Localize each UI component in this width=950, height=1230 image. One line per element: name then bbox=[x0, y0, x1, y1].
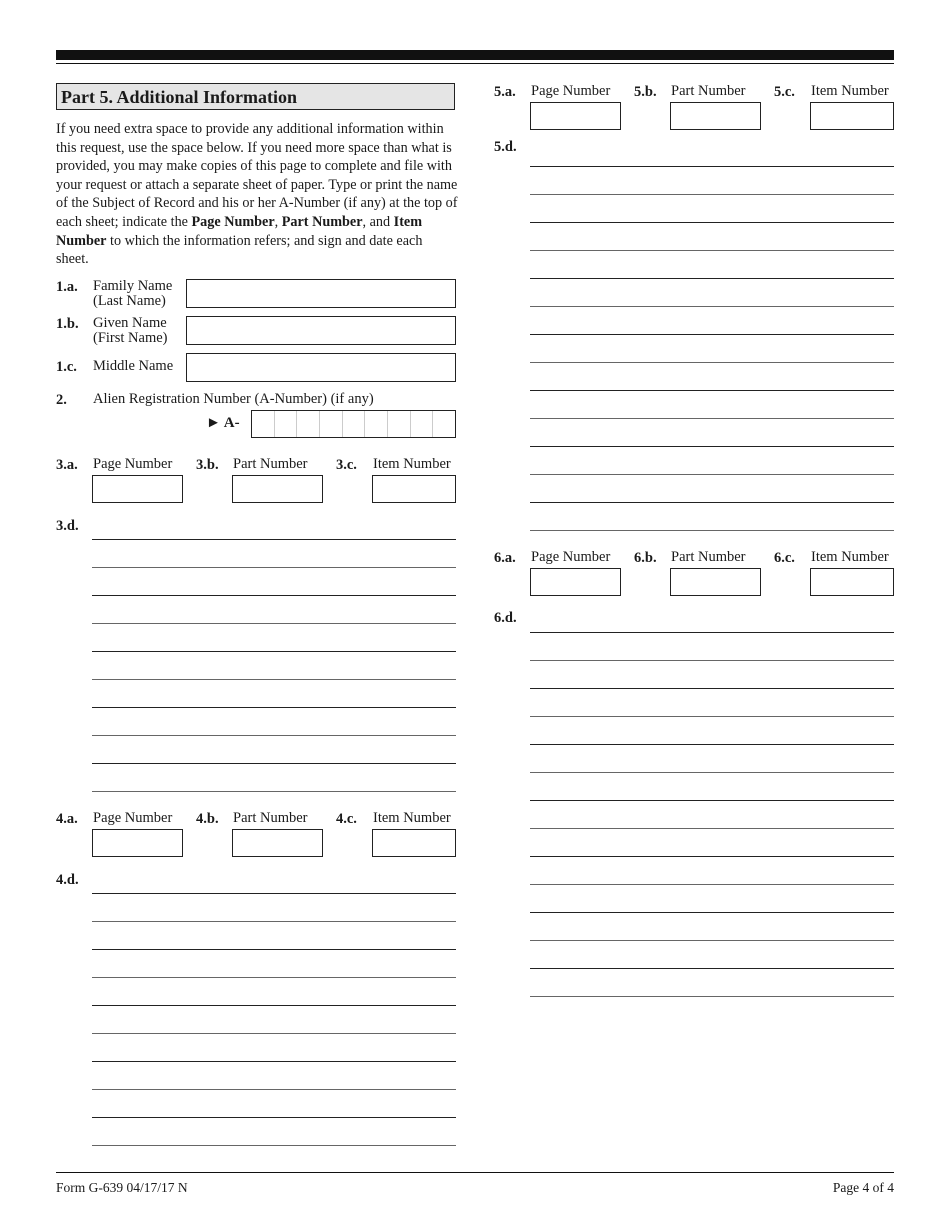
writing-line bbox=[92, 1061, 456, 1062]
part-number-label: Part Number bbox=[233, 810, 308, 826]
item-number-6b: 6.b. bbox=[634, 550, 657, 566]
footer-rule bbox=[56, 1172, 894, 1173]
writing-line bbox=[92, 567, 456, 568]
writing-line bbox=[530, 688, 894, 689]
writing-line bbox=[530, 418, 894, 419]
a-number-prefix: ► A- bbox=[206, 415, 240, 431]
writing-line bbox=[92, 651, 456, 652]
writing-line bbox=[530, 502, 894, 503]
a-number-digit bbox=[411, 411, 434, 437]
page-indicator: Page 4 of 4 bbox=[832, 1180, 894, 1195]
writing-line bbox=[530, 660, 894, 661]
part-number-label: Part Number bbox=[671, 83, 746, 99]
writing-line bbox=[530, 250, 894, 251]
a-number-digit bbox=[433, 411, 455, 437]
lines-area-3d[interactable] bbox=[92, 539, 456, 799]
writing-line bbox=[92, 595, 456, 596]
writing-line bbox=[530, 166, 894, 167]
item-number-1a: 1.a. bbox=[56, 279, 78, 295]
writing-line bbox=[92, 707, 456, 708]
part-number-input-5b[interactable] bbox=[670, 102, 761, 130]
item-number-input-3c[interactable] bbox=[372, 475, 456, 503]
part-number-label: Part Number bbox=[671, 549, 746, 565]
item-number-4c: 4.c. bbox=[336, 811, 357, 827]
writing-line bbox=[530, 968, 894, 969]
writing-line bbox=[92, 977, 456, 978]
writing-line bbox=[92, 1033, 456, 1034]
item-number-6a: 6.a. bbox=[494, 550, 516, 566]
writing-line bbox=[92, 679, 456, 680]
item-number-label: Item Number bbox=[811, 549, 889, 565]
writing-line bbox=[530, 996, 894, 997]
page-number-label: Page Number bbox=[531, 549, 611, 565]
a-number-digit bbox=[343, 411, 366, 437]
writing-line bbox=[530, 884, 894, 885]
part-number-input-6b[interactable] bbox=[670, 568, 761, 596]
item-number-input-5c[interactable] bbox=[810, 102, 894, 130]
item-number-5d: 5.d. bbox=[494, 139, 517, 155]
writing-line bbox=[530, 530, 894, 531]
item-number-input-6c[interactable] bbox=[810, 568, 894, 596]
writing-line bbox=[530, 856, 894, 857]
item-number-3c: 3.c. bbox=[336, 457, 357, 473]
middle-name-label: Middle Name bbox=[93, 358, 174, 374]
writing-line bbox=[530, 828, 894, 829]
part-number-input-3b[interactable] bbox=[232, 475, 323, 503]
item-number-4a: 4.a. bbox=[56, 811, 78, 827]
page-number-label: Page Number bbox=[93, 810, 173, 826]
item-number-label: Item Number bbox=[373, 456, 451, 472]
writing-line bbox=[530, 800, 894, 801]
given-name-label: Given Name (First Name) bbox=[93, 315, 168, 346]
form-id: Form G-639 04/17/17 N bbox=[56, 1180, 188, 1195]
a-number-digit bbox=[320, 411, 343, 437]
writing-line bbox=[530, 772, 894, 773]
writing-line bbox=[530, 390, 894, 391]
writing-line bbox=[530, 334, 894, 335]
middle-name-input[interactable] bbox=[186, 353, 456, 382]
item-number-3d: 3.d. bbox=[56, 518, 79, 534]
a-number-label: Alien Registration Number (A-Number) (if any) bbox=[93, 391, 374, 407]
item-number-5b: 5.b. bbox=[634, 84, 657, 100]
part-5-header: Part 5. Additional Information bbox=[56, 83, 455, 110]
writing-line bbox=[530, 744, 894, 745]
writing-line bbox=[530, 362, 894, 363]
writing-line bbox=[92, 921, 456, 922]
part-number-input-4b[interactable] bbox=[232, 829, 323, 857]
page-number-label: Page Number bbox=[93, 456, 173, 472]
writing-line bbox=[530, 446, 894, 447]
writing-line bbox=[92, 539, 456, 540]
writing-line bbox=[92, 763, 456, 764]
lines-area-6d[interactable] bbox=[530, 632, 894, 1002]
item-number-6c: 6.c. bbox=[774, 550, 795, 566]
page-number-input-5a[interactable] bbox=[530, 102, 621, 130]
writing-line bbox=[92, 949, 456, 950]
item-number-5a: 5.a. bbox=[494, 84, 516, 100]
item-number-label: Item Number bbox=[373, 810, 451, 826]
a-number-digit bbox=[297, 411, 320, 437]
writing-line bbox=[92, 735, 456, 736]
page-number-input-6a[interactable] bbox=[530, 568, 621, 596]
writing-line bbox=[530, 632, 894, 633]
writing-line bbox=[530, 912, 894, 913]
item-number-4b: 4.b. bbox=[196, 811, 219, 827]
writing-line bbox=[530, 940, 894, 941]
given-name-input[interactable] bbox=[186, 316, 456, 345]
writing-line bbox=[92, 623, 456, 624]
a-number-input[interactable] bbox=[251, 410, 456, 438]
page-number-label: Page Number bbox=[531, 83, 611, 99]
item-number-3a: 3.a. bbox=[56, 457, 78, 473]
item-number-input-4c[interactable] bbox=[372, 829, 456, 857]
top-rule-thick bbox=[56, 50, 894, 60]
writing-line bbox=[92, 1005, 456, 1006]
writing-line bbox=[530, 474, 894, 475]
writing-line bbox=[530, 278, 894, 279]
a-number-digit bbox=[388, 411, 411, 437]
family-name-input[interactable] bbox=[186, 279, 456, 308]
writing-line bbox=[530, 194, 894, 195]
item-number-6d: 6.d. bbox=[494, 610, 517, 626]
lines-area-5d[interactable] bbox=[530, 166, 894, 536]
item-number-1c: 1.c. bbox=[56, 359, 77, 375]
writing-line bbox=[530, 222, 894, 223]
part-number-label: Part Number bbox=[233, 456, 308, 472]
page-number-input-4a[interactable] bbox=[92, 829, 183, 857]
writing-line bbox=[92, 791, 456, 792]
writing-line bbox=[92, 893, 456, 894]
writing-line bbox=[530, 306, 894, 307]
instructions-paragraph: If you need extra space to provide any additional information within this request, use the space below. If you need more space than what is provided, you may make copies of this page to complete and file with your request or attach a separate sheet of paper. Type or print the name of the Subject of Record and his or her A-Number (if any) at the top of each sheet; indicate the Page Number, Part Number, and Item Number to which the information refers; and sign and date each sheet. bbox=[56, 121, 458, 268]
writing-line bbox=[92, 1145, 456, 1146]
item-number-5c: 5.c. bbox=[774, 84, 795, 100]
item-number-4d: 4.d. bbox=[56, 872, 79, 888]
lines-area-4d[interactable] bbox=[92, 893, 456, 1153]
item-number-3b: 3.b. bbox=[196, 457, 219, 473]
writing-line bbox=[530, 716, 894, 717]
writing-line bbox=[92, 1089, 456, 1090]
writing-line bbox=[92, 1117, 456, 1118]
item-number-label: Item Number bbox=[811, 83, 889, 99]
family-name-label: Family Name (Last Name) bbox=[93, 278, 173, 309]
a-number-digit bbox=[252, 411, 275, 437]
top-rule-thin bbox=[56, 63, 894, 64]
page-number-input-3a[interactable] bbox=[92, 475, 183, 503]
item-number-1b: 1.b. bbox=[56, 316, 79, 332]
a-number-digit bbox=[275, 411, 298, 437]
a-number-digit bbox=[365, 411, 388, 437]
item-number-2: 2. bbox=[56, 392, 67, 408]
